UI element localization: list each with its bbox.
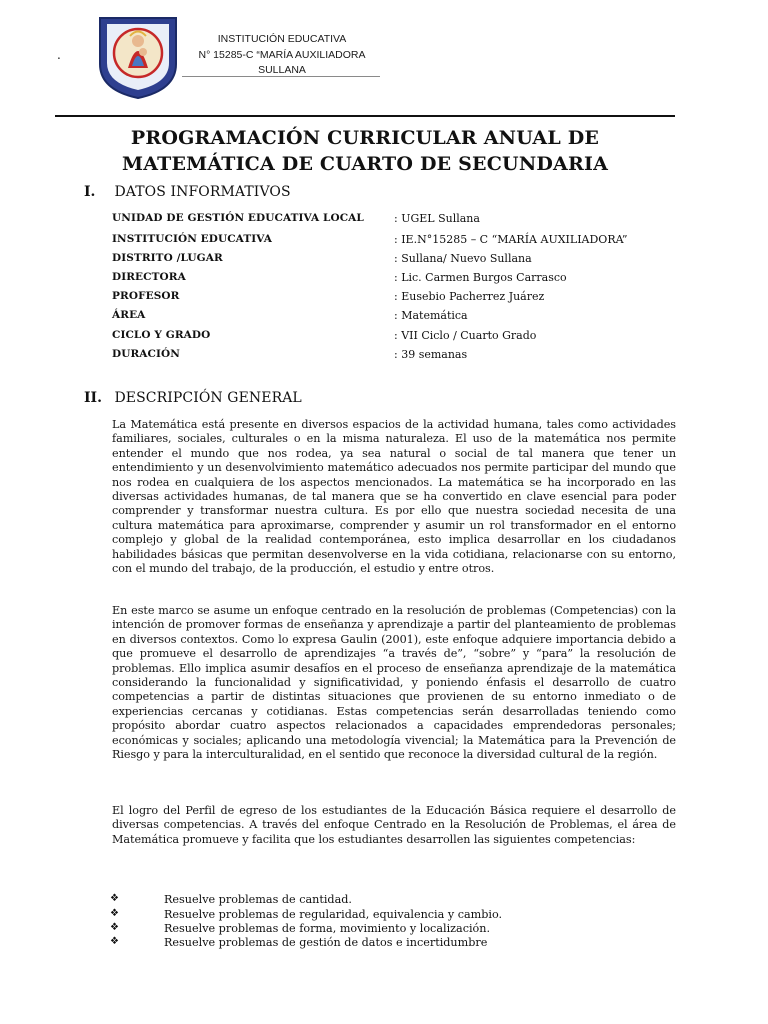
info-row: [112, 271, 672, 290]
info-value: : 39 semanas: [394, 348, 468, 361]
school-crest-icon: [96, 12, 180, 100]
school-line-2: N° 15285-C “MARÍA AUXILIADORA: [198, 48, 366, 61]
info-label: UNIDAD DE GESTIÓN EDUCATIVA LOCAL: [112, 212, 364, 224]
paragraph-1: La Matemática está presente en diversos espacios de la actividad humana, tales como actividades familiares, sociales, culturales o en la misma naturaleza. El uso de la matemática nos permite entender el mundo que nos rodea, ya sea natural o social de tal manera que tener un entendimiento y un desenvolvimiento matemático adecuados nos permite participar del mundo que nos rodea en cualquiera de los aspectos mencionados. La matemática se ha incorporado en las diversas actividades humanas, de tal manera que se ha convertido en clave esencial para poder comprender y transformar nuestra cultura. Es por ello que nuestra sociedad necesita de una cultura matemática para aproximarse, comprender y asumir un rol transformador en el entorno complejo y global de la realidad contemporánea, esto implica desarrollar en los ciudadanos habilidades básicas que permitan desenvolverse en la vida cotidiana, relacionarse con su entorno, con el mundo del trabajo, de la producción, el estudio y entre otros.: [112, 418, 676, 576]
section-label: DESCRIPCIÓN GENERAL: [114, 390, 302, 406]
competency-text: Resuelve problemas de cantidad.: [164, 893, 352, 906]
diamond-bullet-icon: ❖: [110, 922, 119, 933]
section-label: DATOS INFORMATIVOS: [114, 184, 291, 200]
competency-text: Resuelve problemas de gestión de datos e incertidumbre: [164, 936, 488, 949]
school-line-1: INSTITUCIÓN EDUCATIVA: [217, 33, 347, 45]
info-value: : VII Ciclo / Cuarto Grado: [394, 329, 537, 342]
info-value: : Sullana/ Nuevo Sullana: [394, 252, 532, 265]
header-divider: [55, 115, 675, 117]
info-label: DIRECTORA: [112, 271, 186, 283]
info-row: [112, 329, 672, 348]
info-label: DURACIÓN: [112, 348, 180, 360]
info-value: : UGEL Sullana: [394, 212, 480, 225]
info-row: [112, 212, 672, 231]
school-line-3: SULLANA: [258, 64, 306, 76]
info-value: : IE.N°15285 – C “MARÍA AUXILIADORA”: [394, 233, 628, 246]
info-row: [112, 290, 672, 309]
info-label: DISTRITO /LUGAR: [112, 252, 223, 264]
section-number: I.: [84, 184, 96, 200]
paragraph-3: El logro del Perfil de egreso de los estudiantes de la Educación Básica requiere el desarrollo de diversas competencias. A través del enfoque Centrado en la Resolución de Problemas, el área de Matemática promueve y facilita que los estudiantes desarrollen las siguientes competencias:: [112, 804, 676, 846]
info-value: : Lic. Carmen Burgos Carrasco: [394, 271, 567, 284]
competency-item: [110, 893, 670, 908]
info-row: [112, 233, 672, 252]
section-number: II.: [84, 390, 102, 406]
info-label: PROFESOR: [112, 290, 180, 302]
competency-text: Resuelve problemas de regularidad, equivalencia y cambio.: [164, 908, 503, 921]
diamond-bullet-icon: ❖: [110, 936, 119, 947]
section-heading-datos: [84, 184, 291, 200]
competency-item: [110, 908, 670, 923]
school-underline: [182, 76, 380, 77]
info-label: CICLO Y GRADO: [112, 329, 211, 341]
diamond-bullet-icon: ❖: [110, 908, 119, 919]
school-name: [182, 32, 382, 79]
competency-item: [110, 936, 670, 951]
info-row: [112, 348, 672, 367]
title-line-2: MATEMÁTICA DE CUARTO DE SECUNDARIA: [121, 153, 609, 175]
title-line-1: PROGRAMACIÓN CURRICULAR ANUAL DE: [130, 127, 600, 149]
stray-dot: .: [57, 48, 61, 62]
info-value: : Eusebio Pacherrez Juárez: [394, 290, 545, 303]
paragraph-2: En este marco se asume un enfoque centrado en la resolución de problemas (Competencias) con la intención de promover formas de enseñanza y aprendizaje a partir del planteamiento de problemas en diversos contextos. Como lo expresa Gaulin (2001), este enfoque adquiere importancia debido a que promueve el desarrollo de aprendizajes “a través de”, “sobre” y “para” la resolución de problemas. Ello implica asumir desafíos en el proceso de enseñanza aprendizaje de la matemática considerando la funcionalidad y significatividad, y poniendo énfasis el desarrollo de cuatro competencias a partir de distintas situaciones que provienen de su entorno inmediato o de experiencias cercanas y cotidianas. Estas competencias serán desarrolladas teniendo como propósito abordar cuatro aspectos relacionados a capacidades emprendedoras personales; económicas y sociales; aplicando una metodología vivencial; la Matemática para la Prevención de Riesgo y para la interculturalidad, en el sentido que reconoce la diversidad cultural de la región.: [112, 604, 676, 762]
diamond-bullet-icon: ❖: [110, 893, 119, 904]
info-row: [112, 252, 672, 271]
info-row: [112, 309, 672, 328]
page-title: [55, 125, 675, 177]
info-label: ÁREA: [112, 309, 146, 321]
competency-item: [110, 922, 670, 937]
section-heading-descripcion: [84, 390, 302, 406]
info-label: INSTITUCIÓN EDUCATIVA: [112, 233, 272, 245]
competency-text: Resuelve problemas de forma, movimiento y localización.: [164, 922, 491, 935]
info-value: : Matemática: [394, 309, 468, 322]
